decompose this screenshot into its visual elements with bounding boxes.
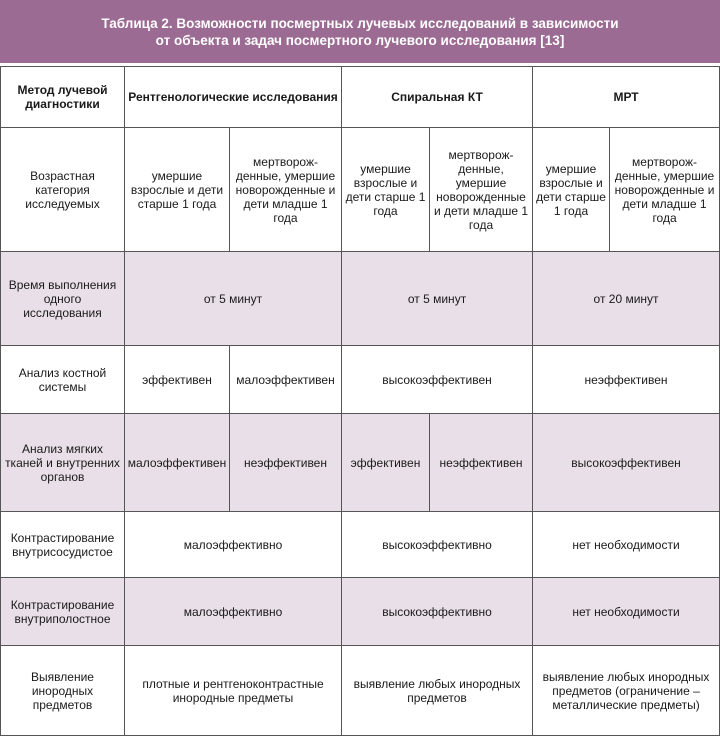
comparison-table [0,66,720,736]
row-bone [1,346,720,414]
caption-line-1: Таблица 2. Возможности посмертных лучевых исследований в зависимости [101,15,619,31]
cell-bone-mri: неэффективен [533,346,720,414]
row-vascular [1,512,720,578]
cell-vascular-ct: высокоэффективно [342,512,533,578]
cell-bone-ct: высокоэффективен [342,346,533,414]
row-label-time: Время выполнения одного исследования [1,252,125,346]
cell-soft-mri: высокоэффективен [533,414,720,512]
header-mri: МРТ [533,67,720,128]
cell-soft-ct-adults: эффективен [342,414,430,512]
header-method: Метод лучевой диагностики [1,67,125,128]
row-label-cavity: Контрастирование внутриполостное [1,578,125,646]
cell-bone-xray-infants: малоэффективен [230,346,342,414]
caption-line-2: от объекта и задач посмертного лучевого исследования [13] [155,32,565,48]
cell-foreign-mri: выявление любых инородных предметов (ограничение – металлические предметы) [533,646,720,736]
cell-vascular-xray: малоэффективно [125,512,342,578]
cell-age-mri-adults: умершие взрослые и дети старше 1 года [533,128,610,252]
row-label-soft: Анализ мягких тканей и внутренних органов [1,414,125,512]
row-age [1,128,720,252]
cell-cavity-xray: малоэффективно [125,578,342,646]
header-xray: Рентгенологические исследования [125,67,342,128]
row-time [1,252,720,346]
cell-foreign-xray: плотные и рентгеноконтрастные инородные предметы [125,646,342,736]
cell-foreign-ct: выявление любых инородных предметов [342,646,533,736]
row-foreign [1,646,720,736]
cell-bone-xray-adults: эффективен [125,346,230,414]
cell-cavity-ct: высокоэффективно [342,578,533,646]
cell-age-mri-infants: мертворож- денные, умершие новорожденные и дети младше 1 года [610,128,720,252]
cell-time-mri: от 20 минут [533,252,720,346]
row-cavity [1,578,720,646]
row-soft [1,414,720,512]
row-label-foreign: Выявление инородных предметов [1,646,125,736]
cell-age-ct-infants: мертворож- денные, умершие новорожденные и дети младше 1 года [430,128,533,252]
cell-soft-xray-infants: неэффективен [230,414,342,512]
cell-time-xray: от 5 минут [125,252,342,346]
cell-age-ct-adults: умершие взрослые и дети старше 1 года [342,128,430,252]
cell-time-ct: от 5 минут [342,252,533,346]
cell-soft-xray-adults: малоэффективен [125,414,230,512]
cell-age-xray-infants: мертворож- денные, умершие новорожденные и дети младше 1 года [230,128,342,252]
row-label-bone: Анализ костной системы [1,346,125,414]
cell-age-xray-adults: умершие взрослые и дети старше 1 года [125,128,230,252]
row-label-vascular: Контрастирование внутрисосудистое [1,512,125,578]
cell-soft-ct-infants: неэффективен [430,414,533,512]
row-label-age: Возрастная категория исследуемых [1,128,125,252]
header-row [1,67,720,128]
table-caption [0,0,720,63]
header-ct: Спиральная КТ [342,67,533,128]
cell-cavity-mri: нет необходимости [533,578,720,646]
cell-vascular-mri: нет необходимости [533,512,720,578]
